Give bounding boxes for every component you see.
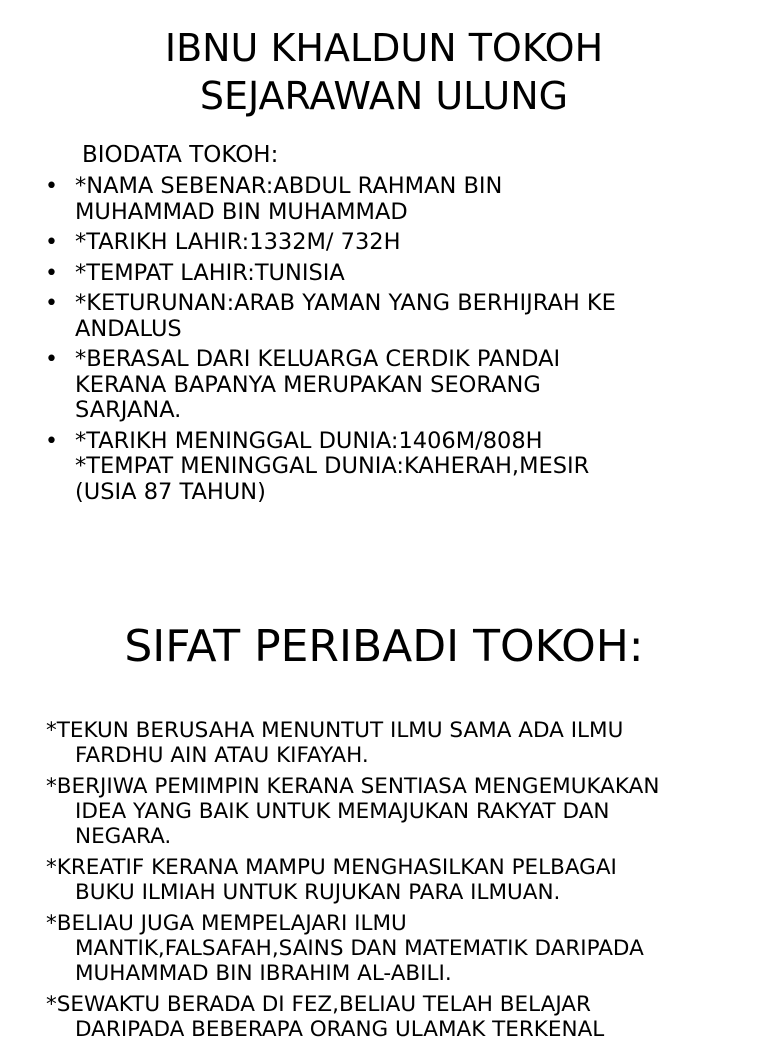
- trait-text-line: NEGARA.: [75, 824, 172, 849]
- slide-traits: [0, 512, 768, 1042]
- trait-item: [46, 718, 746, 768]
- trait-text-line: MUHAMMAD BIN IBRAHIM AL-ABILI.: [75, 961, 452, 986]
- title-line-2: SEJARAWAN ULUNG: [199, 74, 569, 118]
- trait-text-line: DARIPADA BEBERAPA ORANG ULAMAK TERKENAL: [75, 1017, 605, 1042]
- bullet-text-line: *KETURUNAN:ARAB YAMAN YANG BERHIJRAH KE: [75, 290, 616, 316]
- biodata-bullet-item: [0, 261, 720, 287]
- biodata-bullet-list: [0, 174, 720, 510]
- trait-text-line: *TEKUN BERUSAHA MENUNTUT ILMU SAMA ADA ILMU: [46, 718, 624, 743]
- slide-biodata: [0, 0, 768, 512]
- trait-item: [46, 774, 746, 849]
- trait-item: [46, 992, 746, 1042]
- trait-text-line: *SEWAKTU BERADA DI FEZ,BELIAU TELAH BELAJAR: [46, 992, 591, 1017]
- biodata-bullet-item: [0, 429, 720, 506]
- bullet-dot-icon: •: [45, 428, 58, 454]
- biodata-bullet-item: [0, 347, 720, 424]
- bullet-text-line: MUHAMMAD BIN MUHAMMAD: [75, 198, 408, 225]
- title-line-1: IBNU KHALDUN TOKOH: [164, 26, 604, 70]
- trait-item: [46, 911, 746, 986]
- bullet-dot-icon: •: [45, 260, 58, 286]
- bullet-text-line: SARJANA.: [75, 397, 182, 423]
- trait-text-line: FARDHU AIN ATAU KIFAYAH.: [75, 743, 369, 768]
- bullet-text-line: *TEMPAT MENINGGAL DUNIA:KAHERAH,MESIR: [75, 453, 590, 479]
- bullet-dot-icon: •: [45, 291, 58, 316]
- bullet-dot-icon: •: [45, 230, 58, 255]
- trait-text-line: *BELIAU JUGA MEMPELAJARI ILMU: [46, 911, 407, 936]
- section-subheading: BIODATA TOKOH:: [82, 142, 279, 168]
- bullet-text-line: *TARIKH LAHIR:1332M/ 732H: [75, 229, 401, 255]
- biodata-bullet-item: [0, 174, 720, 225]
- trait-text-line: IDEA YANG BAIK UNTUK MEMAJUKAN RAKYAT DAN: [75, 799, 610, 824]
- trait-text-line: MANTIK,FALSAFAH,SAINS DAN MATEMATIK DARIPADA: [75, 936, 644, 961]
- trait-text-line: *BERJIWA PEMIMPIN KERANA SENTIASA MENGEMUKAKAN: [46, 774, 660, 799]
- bullet-text-line: *BERASAL DARI KELUARGA CERDIK PANDAI: [75, 346, 561, 372]
- bullet-text-line: *TEMPAT LAHIR:TUNISIA: [75, 259, 345, 286]
- slide-title: SIFAT PERIBADI TOKOH:: [124, 621, 644, 672]
- slide-title: [0, 24, 768, 120]
- trait-text-line: *KREATIF KERANA MAMPU MENGHASILKAN PELBAGAI: [46, 855, 617, 880]
- trait-text-line: BUKU ILMIAH UNTUK RUJUKAN PARA ILMUAN.: [75, 880, 561, 905]
- biodata-bullet-item: [0, 230, 720, 256]
- bullet-text-line: ANDALUS: [75, 315, 182, 342]
- bullet-text-line: (USIA 87 TAHUN): [75, 478, 266, 505]
- biodata-bullet-item: [0, 291, 720, 342]
- bullet-text-line: *NAMA SEBENAR:ABDUL RAHMAN BIN: [75, 173, 503, 199]
- bullet-text-line: KERANA BAPANYA MERUPAKAN SEORANG: [75, 371, 541, 398]
- trait-item: [46, 855, 746, 905]
- bullet-text-line: *TARIKH MENINGGAL DUNIA:1406M/808H: [75, 427, 543, 454]
- traits-list: [46, 718, 746, 1048]
- bullet-dot-icon: •: [45, 347, 58, 372]
- bullet-dot-icon: •: [45, 174, 58, 199]
